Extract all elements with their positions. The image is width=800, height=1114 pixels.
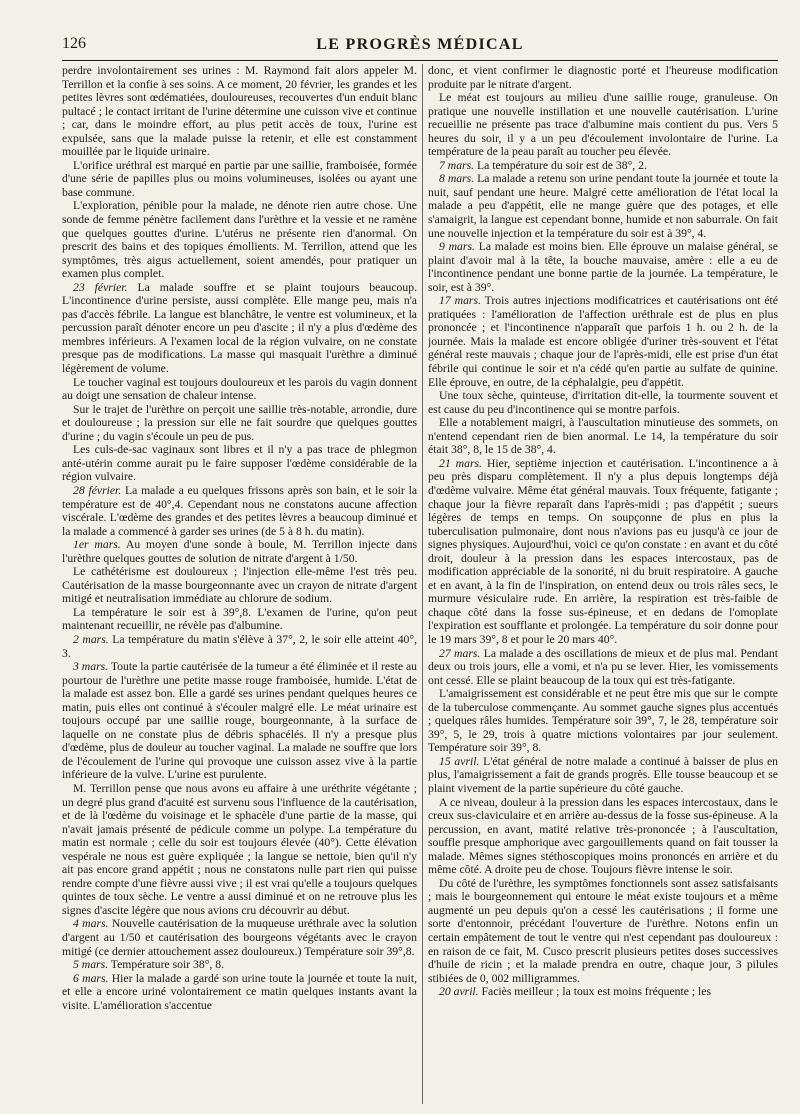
paragraph-text: Du côté de l'urèthre, les symptômes fonctionnels sont assez satisfaisants ; mais le bourgeonnement qui entoure le méat existe toujours et a même augmenté un peu depuis qu'on a cessé les cautérisations ; il forme une sorte d'entonnoir, précédant l'ouverture de l'urèthre. Notons enfin un certain empâtement de tout le ventre qui n'est cependant pas douloureux : en raison de ce fait, M. Cusco prescrit plusieurs petites doses successives d'huile de ricin ; et la malade prendra en outre, chaque jour, 3 pilules stibiées de 0, 002 milligrammes. xyxy=(428,876,778,985)
paragraph-text: L'exploration, pénible pour la malade, ne dénote rien autre chose. Une sonde de femme pénètre facilement dans l'urèthre et la vessie et ne ramène que quelques gouttes d'urine. L'utérus ne présente rien d'anormal. On prescrit des bains et des topiques émollients. M. Terrillon, attend que les symptômes, très aigus actuellement, soient amendés, pour pratiquer un examen plus complet. xyxy=(62,199,417,281)
paragraph-text: Nouvelle cautérisation de la muqueuse uréthrale avec la solution d'argent au 1/50 et cautérisation des bourgeons végétants avec le crayon mitigé (ce dernier attouchement assez douloureux.) Température soir 39°,8. xyxy=(62,917,417,958)
paragraph-text: L'orifice uréthral est marqué en partie par une saillie, framboisée, formée d'une série de papilles plus ou moins volumineuses, isolées ou ayant une base commune. xyxy=(62,158,417,199)
entry-date: 17 mars. xyxy=(439,294,481,308)
paragraph-text: M. Terrillon pense que nous avons eu affaire à une uréthrite végétante ; un degré plus grand d'acuité est survenu sous l'influence de la cautérisation, et de là l'œdème du voisinage et le sphacèle d'une partie de la masse, qui n'avait jamais présenté de pédicule comme un polype. La température du matin est normale ; celle du soir est toujours élevée (40°). Cette élévation vespérale ne nous est guère expliquée ; la langue se nettoie, bien qu'il n'y ait pas encore grand appétit ; nous ne constatons nulle part rien qui puisse rendre compte d'une fièvre aussi vive ; il est vrai qu'elle a toujours quelques quintes de toux sèche. Le ventre a aussi diminué et on ne retrouve plus les signes d'ascite légère que nous avions cru découvrir au début. xyxy=(62,781,417,917)
entry-date: 1er mars. xyxy=(73,538,121,552)
paragraph-text: La température le soir est à 39°,8. L'examen de l'urine, qu'on peut maintenant recueillir, ne révèle pas d'albumine. xyxy=(62,605,417,633)
entry-date: 9 mars. xyxy=(439,240,475,254)
entry-date: 20 avril. xyxy=(439,985,479,999)
paragraph xyxy=(62,606,417,633)
paragraph xyxy=(62,917,417,958)
entry-date: 7 mars. xyxy=(439,158,475,172)
paragraph-text: Une toux sèche, quinteuse, d'irritation dit-elle, la tourmente souvent et est cause du peu d'incontinence qui se montre parfois. xyxy=(428,389,778,416)
paragraph-text: Au moyen d'une sonde à boule, M. Terrillon injecte dans l'urèthre quelques gouttes de solution de nitrate d'argent à 1/50. xyxy=(62,538,417,565)
paragraph xyxy=(62,443,417,484)
entry-date: 4 mars. xyxy=(73,917,109,931)
paragraph xyxy=(428,877,778,985)
entry-date: 5 mars. xyxy=(73,958,109,972)
page-header xyxy=(62,32,778,54)
paragraph-text: L'amaigrissement est considérable et ne peut être mis que sur le compte de la tuberculose commençante. Au sommet gauche signes plus accentués ; quelques râles humides. Température soir 39°, 7, le 28, température soir 39°, 5, le 29, trois à quatre mictions volontaires par jour seulement. Température soir 39°, 8. xyxy=(428,687,778,755)
paragraph-text: Le toucher vaginal est toujours douloureux et les parois du vagin donnent au doigt une sensation de chaleur intense. xyxy=(62,375,417,403)
paragraph xyxy=(428,64,778,91)
paragraph xyxy=(428,416,778,457)
paragraph xyxy=(428,457,778,647)
paragraph xyxy=(62,159,417,200)
paragraph xyxy=(428,389,778,416)
paragraph-text: La malade a eu quelques frissons après son bain, et le soir la température est de 40°,4. Cependant nous ne constatons aucune affection viscérale. L'œdème des grandes et des petites lèvres a beaucoup diminué et la malade a commencé à garder ses urines (de 5 à 8 h. du matin). xyxy=(62,483,417,538)
paragraph xyxy=(62,376,417,403)
entry-date: 15 avril. xyxy=(439,754,480,768)
paragraph-text: Hier la malade a gardé son urine toute la journée et toute la nuit, et elle a encore uriné volontairement ce matin quelques instants avant la visite. L'amélioration s'accentue xyxy=(62,971,417,1012)
journal-title: LE PROGRÈS MÉDICAL xyxy=(316,36,524,53)
header-rule xyxy=(62,60,778,61)
entry-date: 21 mars. xyxy=(439,456,482,470)
paragraph xyxy=(62,972,417,1013)
entry-date: 28 février. xyxy=(73,483,122,497)
paragraph xyxy=(428,755,778,796)
paragraph xyxy=(62,403,417,444)
paragraph-text: Sur le trajet de l'urèthre on perçoit une saillie très-notable, arrondie, dure et douloureuse ; la pression sur elle ne fait sourdre que quelques gouttes d'urine ; du vagin s'écoule un peu de pus. xyxy=(62,402,417,443)
paragraph xyxy=(428,647,778,688)
paragraph xyxy=(428,985,778,999)
paragraph xyxy=(62,64,417,159)
column-divider xyxy=(422,64,423,1104)
paragraph-text: perdre involontairement ses urines : M. Raymond fait alors appeler M. Terrillon et la confie à ses soins. A ce moment, 20 février, les grandes et les petites lèvres sont œdématiées, douloureuses, recouvertes d'un enduit blanc pultacé ; le contact irritant de l'urine détermine une cuisson vive et continue ; car, dans le moindre effort, au plus petit accès de toux, l'urine est expulsée, sans que la malade puisse la retenir, et elle est constamment mouillée par le liquide urinaire. xyxy=(62,64,417,159)
paragraph-text: Toute la partie cautérisée de la tumeur a été éliminée et il reste au pourtour de l'urèthre une petite masse rouge framboisée, humide. L'état de la malade est assez bon. Elle a gardé ses urines pendant quelques heures ce matin, puis elles ont continué à s'écouler malgré elle. Le méat urinaire est toujours occupé par une saillie rouge, bourgeonnante, à la surface de laquelle on ne constate plus de débris sphacélés. Il n'y a presque plus d'œdème, plus de douleur au toucher vaginal. La malade ne souffre que lors de l'écoulement de l'urine qui provoque une cuisson assez vive à la partie inférieure de la vulve. L'urine est purulente. xyxy=(62,660,417,782)
left-column xyxy=(62,64,417,1104)
paragraph xyxy=(428,172,778,240)
paragraph xyxy=(62,281,417,376)
paragraph-text: La malade a des oscillations de mieux et de plus mal. Pendant deux ou trois jours, elle a vomi, et n'a pu se lever. Hier, les vomissements ont cessé. Elle se plaint beaucoup de la toux qui est très-fatigante. xyxy=(428,646,778,687)
paragraph xyxy=(428,687,778,755)
page-number: 126 xyxy=(62,35,86,52)
paragraph-text: Faciès meilleur ; la toux est moins fréquente ; les xyxy=(481,985,712,999)
paragraph-text: La température du soir est de 38°, 2. xyxy=(477,158,647,172)
paragraph-text: La température du matin s'élève à 37°, 2, le soir elle atteint 40°, 3. xyxy=(62,632,417,660)
paragraph xyxy=(428,240,778,294)
paragraph xyxy=(62,633,417,660)
entry-date: 8 mars. xyxy=(439,172,475,186)
entry-date: 23 février. xyxy=(73,280,128,294)
entry-date: 2 mars. xyxy=(73,632,109,646)
paragraph-text: A ce niveau, douleur à la pression dans les espaces intercostaux, dans le creux sus-claviculaire et en arrière au-dessus de la fosse sus-épineuse. A la percussion, en avant, matité relative très-prononcée ; à l'auscultation, souffle presque amphorique avec gargouillements quand on fait tousser la malade. Mêmes signes stéthoscopiques moins prononcés en arrière et du même côté. A droite peu de chose. Toujours fièvre intense le soir. xyxy=(428,795,778,877)
entry-date: 6 mars. xyxy=(73,971,109,985)
paragraph xyxy=(62,538,417,565)
paragraph-text: La malade a retenu son urine pendant toute la journée et toute la nuit, sauf pendant une heure. Malgré cette amélioration de l'état local la malade a peu d'appétit, elle ne mange guère que des potages, et elle s'amaigrit, la langue est cependant bonne, humide et non saburrale. On fait une nouvelle injection et la température du soir est à 39°, 4. xyxy=(428,172,778,240)
paragraph xyxy=(428,796,778,877)
paragraph-text: Hier, septième injection et cautérisation. L'incontinence a à peu près disparu complètement. Il n'y a plus depuis longtemps déjà d'œdème vulvaire. Même état général mauvais. Toux fréquente, fatigante ; chaque jour la fièvre reparaît dans l'après-midi ; pas d'appétit ; sueurs légères de temps en temps. On soupçonne de plus en plus la tuberculisation pulmonaire, dont nous n'avions pas eu jusqu'à ce jour de signes physiques. Aujourd'hui, voici ce qu'on constate : en avant et du côté droit, douleur à la pression dans les espaces intercostaux, pas de modification appréciable de la sonorité, ni du bruit respiratoire. A gauche et en avant, à la fin de l'inspiration, on entend deux ou trois râles secs, le murmure vésiculaire rude. En arrière, la respiration est très-faible de chaque côté dans la fosse sus-épineuse, et en dedans de l'omoplate l'expiration est soufflante et prolongée. La température du soir donne pour le 19 mars 39°, 8 et pour le 20 mars 40°. xyxy=(428,456,778,646)
paragraph-text: Le méat est toujours au milieu d'une saillie rouge, granuleuse. On pratique une nouvelle instillation et une nouvelle cautérisation. L'urine recueillie ne présente pas trace d'albumine mais contient du pus. Vers 5 heures du soir, il y a un peu d'écoulement involontaire de l'urine. La température de la peau paraît au toucher peu élevée. xyxy=(428,91,778,159)
paragraph-text: Elle a notablement maigri, à l'auscultation minutieuse des sommets, on n'entend cependant rien de bien anormal. Le 14, la température du soir était 38°, 8, le 15 de 38°, 4. xyxy=(428,416,778,457)
entry-date: 27 mars. xyxy=(439,646,481,660)
paragraph xyxy=(62,782,417,917)
right-column xyxy=(428,64,778,1104)
entry-date: 3 mars. xyxy=(73,660,109,674)
paragraph xyxy=(62,958,417,972)
paragraph xyxy=(62,199,417,280)
paragraph xyxy=(62,484,417,538)
paragraph-text: Trois autres injections modificatrices et cautérisations ont été pratiquées : l'amélioration de l'affection uréthrale est de plus en plus prononcée ; et l'incontinence n'apparaît que parfois 1 h. ou 2 h. de la journée. Mais la malade est encore obligée d'uriner très-souvent et l'état général reste mauvais ; chaque jour de l'après-midi, elle est prise d'un état fébrile qui continue le soir et n'a cédé qu'en partie au sulfate de quinine. Elle éprouve, en outre, de la céphalalgie, peu d'appétit. xyxy=(428,294,778,389)
paragraph-text: donc, et vient confirmer le diagnostic porté et l'heureuse modification produite par le nitrate d'argent. xyxy=(428,64,778,91)
paragraph xyxy=(62,660,417,782)
paragraph xyxy=(62,565,417,606)
paragraph-text: La malade est moins bien. Elle éprouve un malaise général, se plaint d'avoir mal à la tête, la bouche mauvaise, amère : elle a eu de l'incontinence pendant une bonne partie de la journée. La température, le soir, est à 39°. xyxy=(428,240,778,294)
paragraph-text: L'état général de notre malade a continué à baisser de plus en plus, l'amaigrissement a fait de grands progrès. Elle tousse beaucoup et se plaint vivement de la partie supérieure du côté gauche. xyxy=(428,754,778,795)
paragraph xyxy=(428,294,778,389)
paragraph-text: Le cathétérisme est douloureux ; l'injection elle-même l'est très peu. Cautérisation de la masse bourgeonnante avec un crayon de nitrate d'argent mitigé et neutralisation immédiate au chlorure de sodium. xyxy=(62,565,417,606)
paragraph xyxy=(428,91,778,159)
paragraph-text: La malade souffre et se plaint toujours beaucoup. L'incontinence d'urine persiste, aussi complète. Elle mange peu, mais n'a pas d'accès fébrile. La langue est blanchâtre, le ventre est volumineux, et la percussion paraît dénoter encore un peu d'ascite ; il n'y a plus d'œdème des membres inférieurs. A l'examen local de la région vulvaire, on ne constate presque pas de modifications. La masse qui masquait l'urèthre a diminué légèrement de volume. xyxy=(62,280,417,376)
paragraph-text: Les culs-de-sac vaginaux sont libres et il n'y a pas trace de phlegmon anté-utérin comme aurait pu le faire supposer l'œdème considérable de la région vulvaire. xyxy=(62,443,417,484)
paragraph xyxy=(428,159,778,173)
paragraph-text: Température soir 38°, 8. xyxy=(110,958,225,972)
